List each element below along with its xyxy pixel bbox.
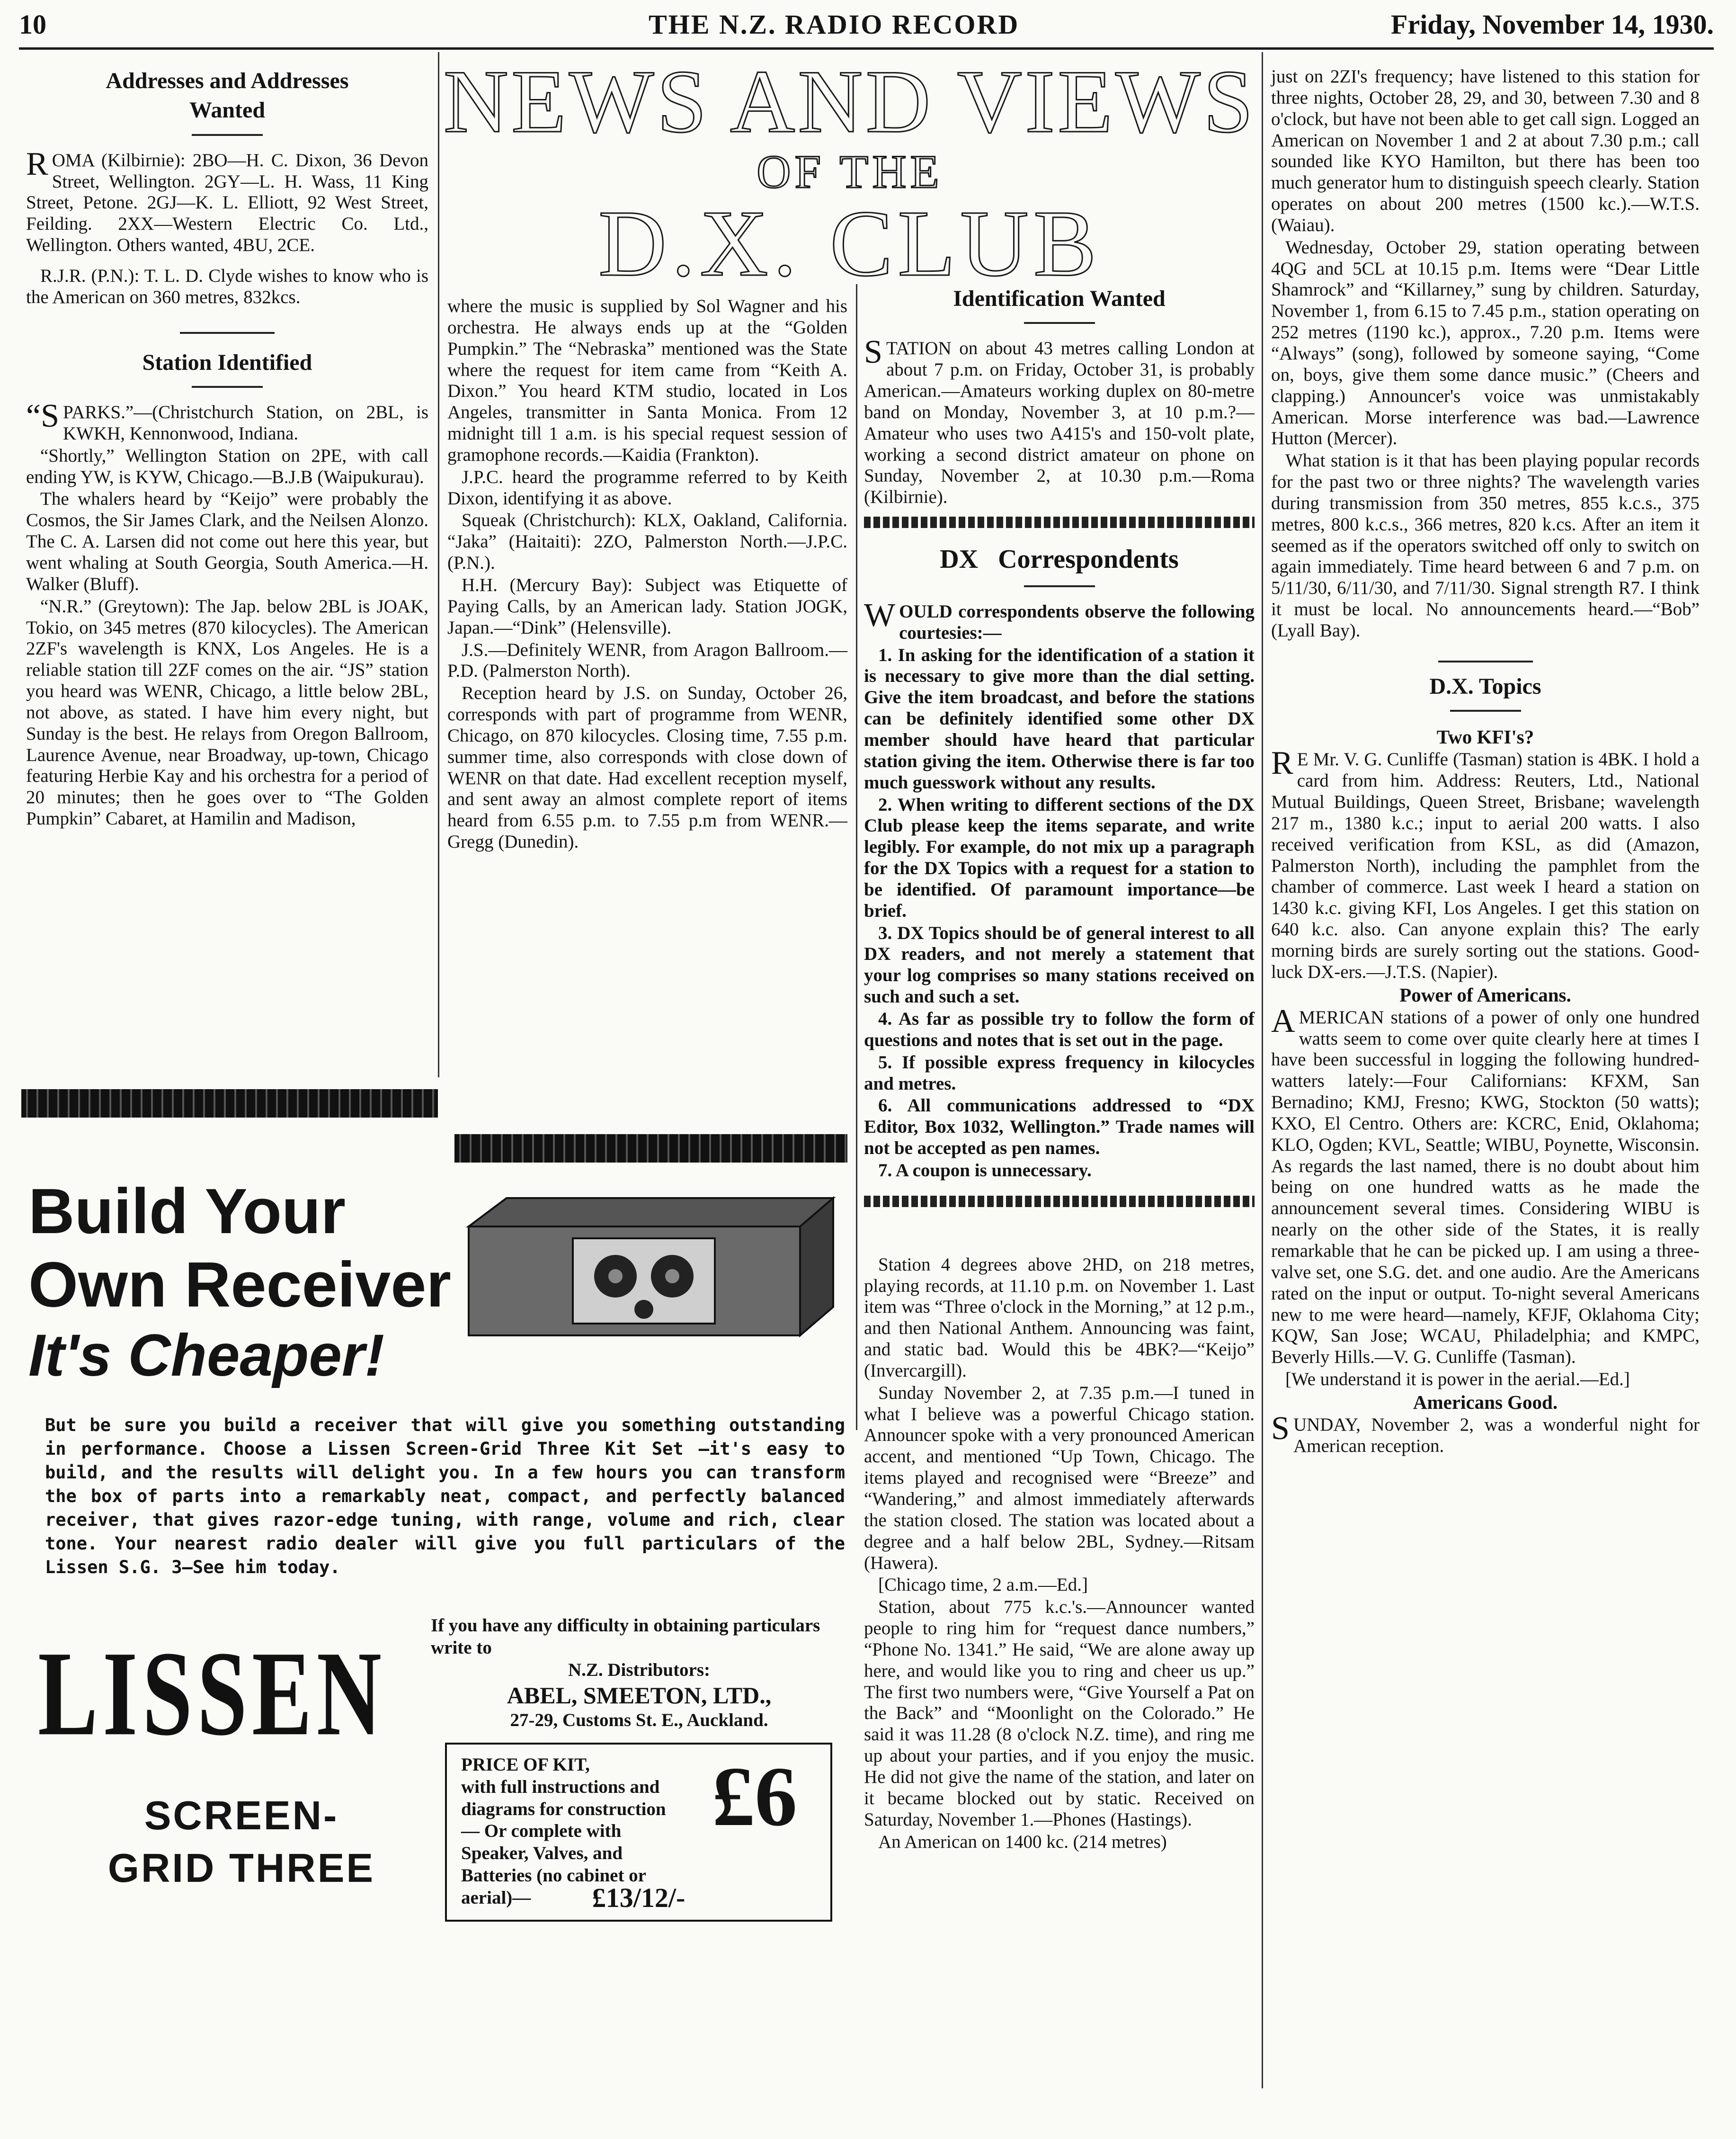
good-heading: Americans Good. (1413, 1391, 1558, 1413)
difficulty-text: If you have any difficulty in obtaining particulars write to (431, 1615, 820, 1658)
ad-stripe-right (454, 1134, 847, 1163)
build-line-1: Build Your (28, 1175, 346, 1247)
continued-paragraph: where the music is supplied by Sol Wagner and his orchestra. He always ends up at the “Golden Pumpkin.” The “Nebraska” mentioned was the State where the request for item came from “Keith A. Dixon.” You heard KTM studio, located in Los Angeles, transmitter in Santa Monica. From 12 midnight till 1 a.m. is his special request session of gramophone records.—Kaidia (Frankton). (447, 296, 847, 465)
rule-2: 2. When writing to different sections of the DX Club please keep the items separate, and write legibly. For example, do not mix up a paragraph for the DX Topics with a request for a station to be identified. Of paramount importance—be brief. (864, 794, 1255, 921)
addresses-heading: Addresses and Addresses Wanted (106, 68, 349, 123)
re-paragraph: R E Mr. V. G. Cunliffe (Tasman) station is 4BK. I hold a card from him. Address: Reuters, Ltd., National Mutual Buildings, Queen Street, Brisbane; wavelength 217 m., 1380 k.c.; input to aerial 200 watts. I also received verification from KSL, as did (Amazon, Palmerston North), including the pamphlet from the chamber of commerce. Last week I heard a station on 1430 k.c. giving KFI, Los Angeles. I get this station on 640 k.c. also. Can anyone explain this? The early morning birds are surely sorting out the stations. Good-luck DX-ers.—J.T.S. (Napier). (1271, 745, 1700, 982)
jpc-paragraph: J.P.C. heard the programme referred to by Keith Dixon, identifying it as above. (447, 466, 847, 509)
section-title (443, 52, 1257, 296)
column-4 (1271, 66, 1700, 1458)
price-details: with full instructions and diagrams for construction— Or complete with Speaker, Valves, and Batteries (no cabinet or aerial)— (461, 1776, 666, 1908)
heading-rule (1024, 585, 1095, 587)
rule-5: 5. If possible express frequency in kilocycles and metres. (864, 1052, 1255, 1094)
brand-logo (38, 1624, 464, 1761)
identification-heading: Identification Wanted (953, 286, 1166, 311)
shortly-paragraph: “Shortly,” Wellington Station on 2PE, with call ending YW, is KYW, Chicago.—B.J.B (Waipukurau). (26, 445, 428, 487)
product-name (52, 1790, 431, 1895)
reception-paragraph: Reception heard by J.S. on Sunday, October 26, corresponds with part of programme from WENR, Chicago, on 870 kilocycles. Closing time, 7.55 p.m. summer time, also corresponds with close down of WENR on that date. Had excellent reception myself, and sent away an almost complete report of items heard from 6.55 p.m. to 7.55 p.m from WENR.—Gregg (Dunedin). (447, 683, 847, 852)
station-paragraph: STATION on about 43 metres calling London at about 7 p.m. on Friday, October 31, is probably American.—Amateurs working duplex on 80-metre band on Monday, November 3, at 10 p.m.?—Amateur who uses two A415's and 150-volt plate, working a second district amateur on phone on Sunday, November 2, at 10.30 p.m.—Roma (Kilbirnie). (864, 334, 1255, 508)
product-line-1: SCREEN- (144, 1793, 339, 1838)
two-kfis-heading: Two KFI's? (1436, 726, 1534, 748)
title-line-2: OF THE (757, 145, 943, 198)
power-note: [We understand it is power in the aerial.—Ed.] (1285, 1369, 1630, 1390)
masthead: THE N.Z. RADIO RECORD (649, 9, 1020, 40)
rule-1: 1. In asking for the identification of a station it is necessary to give more than the dial setting. Give the item broadcast, and before the stations can be definitely identified some other DX member should have heard that particular station giving the item. Otherwise there is far too much guesswork without any results. (864, 644, 1255, 793)
column-1 (26, 66, 428, 831)
price-box (445, 1743, 832, 1922)
rule-7: 7. A coupon is unnecessary. (878, 1160, 1092, 1181)
heading-rule (1450, 710, 1521, 712)
column-divider (438, 52, 439, 1077)
rule-6: 6. All communications addressed to “DX Editor, Box 1032, Wellington.” Trade names will not be accepted as pen names. (864, 1095, 1255, 1159)
title-line-1: NEWS AND VIEWS (443, 52, 1256, 152)
price-full: £13/12/- (592, 1882, 685, 1913)
rule-3: 3. DX Topics should be of general interest to all DX readers, and not merely a statement that your log comprises so many stations received on such and such a set. (864, 922, 1255, 1007)
column-divider (1262, 52, 1263, 2088)
company-name: ABEL, SMEETON, LTD., (507, 1682, 772, 1709)
station-identified-heading: Station Identified (142, 349, 312, 375)
chicago-note: [Chicago time, 2 a.m.—Ed.] (878, 1575, 1088, 1595)
product-line-2: GRID THREE (107, 1845, 375, 1891)
roma-paragraph: ROMA (Kilbirnie): 2BO—H. C. Dixon, 36 Devon Street, Wellington. 2GY—L. H. Wass, 11 King Street, Petone. 2GJ—K. L. Elliott, 92 West Street, Feilding. 2XX—Western Electric Co. Ltd., Wellington. Others wanted, 4BU, 2CE. (26, 145, 428, 256)
would-paragraph: WOULD correspondents observe the following courtesies:— (864, 597, 1255, 643)
sunday-paragraph: Sunday November 2, at 7.35 p.m.—I tuned in what I believe was a powerful Chicago station. Announcer spoke with a very pronounced American accent, and mentioned “Up Town, Chicago. The items played and recognised were “Breeze” and “Wandering,” and almost immediately afterwards the station closed. The station was located about a degree and a half below 2BL, Sydney.—Ritsam (Hawera). (864, 1382, 1255, 1573)
company-address: 27-29, Customs St. E., Auckland. (510, 1710, 768, 1731)
price-title: PRICE OF KIT, (461, 1754, 590, 1775)
ad-body: But be sure you build a receiver that will give you something outstanding in performance. Choose a Lissen Screen-Grid Three Kit Set —it's easy to build, and the results will delight you. In a few hours you can transform the box of parts into a remarkably neat, compact, and perfectly balanced receiver, that gives razor-edge tuning, with range, volume and rich, clear tone. Your nearest radio dealer will give you full particulars of the Lissen S.G. 3—See him today. (45, 1415, 845, 1577)
rjr-paragraph: R.J.R. (P.N.): T. L. D. Clyde wishes to know who is the American on 360 metres, 832kcs. (26, 266, 428, 307)
column-2 (447, 296, 847, 854)
page-number: 10 (19, 9, 46, 40)
issue-date: Friday, November 14, 1930. (1391, 9, 1714, 40)
section-divider (864, 1196, 1255, 1207)
section-rule (180, 332, 275, 334)
american1400-paragraph: An American on 1400 kc. (214 metres) (878, 1831, 1167, 1852)
heading-rule (192, 134, 263, 136)
heading-rule (192, 386, 263, 388)
distributor-block (431, 1615, 847, 1732)
section-divider (864, 517, 1255, 528)
wednesday-paragraph: Wednesday, October 29, station operating between 4QG and 5CL at 10.15 p.m. Items were “Dear Little Shamrock” and “Killarney,” sung by children. Saturday, November 1, from 6.15 to 7.45 p.m., station operating on 252 metres (1190 kc.), approx., 7.20 p.m. Items were “Always” (song), followed by someone saying, “Come on, boys, give them some dance music.” (Cheers and clapping.) Announcer's voice was unmistakably American. Morse interference was bad.—Lawrence Hutton (Mercer). (1271, 237, 1700, 449)
header-rule (19, 47, 1714, 50)
station775-paragraph: Station, about 775 k.c.'s.—Announcer wanted people to ring him for “request dance numbers,” “Phone No. 1341.” He said, “We are alone away up here, and would like you to ring and cheer us up.” The first two numbers were, “Give Yourself a Pat on the Back” and “Moonlight on the Colorado.” He said it was 11.28 (8 o'clock N.Z. time), and ring me up about your parties, and if you enjoy the music. He did not give the name of the station, and later on it became blocked out by static. Received on Saturday, November 1.—Phones (Hastings). (864, 1597, 1255, 1830)
nr-paragraph: “N.R.” (Greytown): The Jap. below 2BL is JOAK, Tokio, on 345 metres (870 kilocycles). The American 2ZF's wavelength is KNX, Los Angeles. He is a reliable station till 2ZF comes on the air. “JS” station you heard was WENR, Chicago, a little below 2BL, not above, as stated. I have him every night, but Sunday is the best. He relays from Oregon Ballroom, Laurence Avenue, near Broadway, up-town, Chicago featuring Herbie Kay and his orchestra for a period of 20 minutes; then he goes over to “The Golden Pumpkin” Cabaret, at Hamilin and Madison, (26, 596, 428, 829)
heading-rule (1024, 322, 1095, 324)
title-line-3: D.X. CLUB (598, 191, 1102, 296)
radio-receiver-icon (459, 1193, 838, 1345)
rule-4: 4. As far as possible try to follow the form of questions and notes that is set out in the page. (864, 1008, 1255, 1050)
squeak-paragraph: Squeak (Christchurch): KLX, Oakland, California. “Jaka” (Haitaiti): 2ZO, Palmerston North.—J.P.C. (P.N.). (447, 510, 847, 573)
sparks-paragraph: “SPARKS.”—(Christchurch Station, on 2BL, is KWKH, Kennonwood, Indiana. (26, 398, 428, 444)
build-line-3: It's Cheaper! (28, 1322, 385, 1388)
what-station-paragraph: What station is it that has been playing popular records for the past two or three nights? The wavelength varies during transmission from 350 metres, 855 k.c.s., 375 metres, 800 k.c.s., 366 metres, 820 k.cs. After an item it seemed as if the operators switched off only to switch on again immediately. Time heard between 6 and 7 p.m. on 5/11/30, 6/11/30, and 7/11/30. Signal strength R7. I think it must be local. No announcements heard.—“Bob” (Lyall Bay). (1271, 450, 1700, 641)
continued-paragraph: just on 2ZI's frequency; have listened to this station for three nights, October 28, 29, and 30, between 7.30 and 8 o'clock, but have not been able to get call sign. Logged an American on November 1 and 2 at about 7.30 p.m.; call sounded like KYO Hamilton, but there has been too much generator hum to distinguish speech clearly. Station operates on about 200 metres (1500 kc.).—W.T.S. (Waiau). (1271, 66, 1700, 235)
section-rule (1438, 661, 1533, 662)
power-heading: Power of Americans. (1399, 984, 1571, 1006)
column-divider (856, 284, 857, 1430)
js-paragraph: J.S.—Definitely WENR, from Aragon Ballroom.—P.D. (Palmerston North). (447, 639, 847, 681)
receiver-illustration (459, 1193, 838, 1345)
ad-stripe-left (21, 1089, 438, 1118)
sunday-paragraph: SUNDAY, November 2, was a wonderful night for American reception. (1271, 1410, 1700, 1456)
topics-heading: D.X. Topics (1429, 673, 1541, 699)
page-header (19, 9, 1714, 46)
dx-correspondents-heading: DX Correspondents (940, 545, 1179, 574)
station4-paragraph: Station 4 degrees above 2HD, on 218 metres, playing records, at 11.10 p.m. on November 1. Last item was “Three o'clock in the Morning,” at 12 p.m., and then National Anthem. Announcing was faint, and static bad. Would this be 4BK?—“Keijo” (Invercargill). (864, 1254, 1255, 1381)
brand-name: LISSEN (38, 1627, 386, 1761)
price-main: £6 (712, 1749, 797, 1844)
build-line-2: Own Receiver (28, 1249, 451, 1321)
whalers-paragraph: The whalers heard by “Keijo” were probably the Cosmos, the Sir James Clark, and the Neilsen Alonzo. The C. A. Larsen did not come out here this year, but went whaling at South Georgia, South America.—H. Walker (Bluff). (26, 489, 428, 594)
hh-paragraph: H.H. (Mercury Bay): Subject was Etiquette of Paying Calls, by an American lady. Station JOGK, Japan.—“Dink” (Helensville). (447, 574, 847, 638)
american-paragraph: AMERICAN stations of a power of only one hundred watts seem to come over quite clearly here at times I have been successful in logging the following hundred-watters lately:—Four Californians: KFXM, San Bernadino; KMJ, Fresno; KWG, Stockton (50 watts); KXO, El Centro. Others are: KCRC, Enid, Oklahoma; KLO, Ogden; KVL, Seattle; WIBU, Poynette, Wisconsin. As regards the last named, there is no doubt about him being on one hundred watts as he made the announcement several times. Considering WIBU is nearly on the other side of the States, it is really remarkable that he can be picked up. I am using a three-valve set, one S.G. det. and one audio. Are the Americans rated on the input or output. To-night several Americans new to me were heard—namely, KFJF, Oklahoma City; KQW, San Jose; WCAU, Philadelphia; and KMPC, Beverly Hills.—V. G. Cunliffe (Tasman). (1271, 1002, 1700, 1368)
column-3 (864, 284, 1255, 1853)
distributors-label: N.Z. Distributors: (568, 1659, 711, 1680)
ad-headline (28, 1174, 454, 1389)
